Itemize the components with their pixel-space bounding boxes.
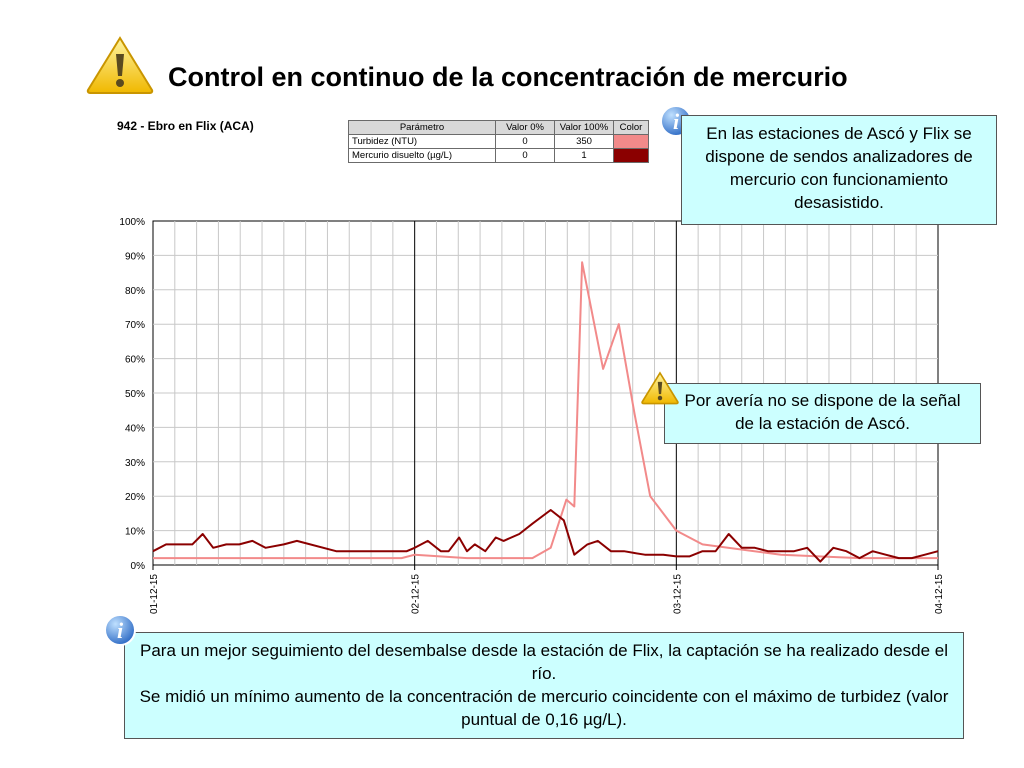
warning-icon [640,370,680,411]
row-v0: 0 [496,149,555,163]
x-tick-label: 01-12-15 [149,574,160,615]
y-tick-label: 10% [124,526,145,538]
y-tick-label: 50% [124,389,145,400]
header-v0: Valor 0% [496,121,555,135]
y-tick-label: 30% [124,457,145,469]
row-param: Mercurio disuelto (µg/L) [349,149,496,163]
header-color: Color [614,121,649,135]
row-v100: 1 [555,149,614,163]
y-tick-label: 70% [124,320,145,332]
info-note-flix-line1: Para un mejor seguimiento del desembalse desde la estación de Flix, la captación se ha realizado desde el río. [140,641,948,683]
page-title: Control en continuo de la concentración de mercurio [168,62,848,92]
svg-text:i: i [672,109,680,134]
row-param: Turbidez (NTU) [349,135,496,149]
y-tick-label: 100% [119,217,145,228]
x-tick-label: 03-12-15 [672,574,684,615]
y-tick-label: 80% [124,285,145,297]
y-tick-label: 0% [130,561,145,572]
info-note-flix-line2: Se midió un mínimo aumento de la concentración de mercurio coincidente con el máximo de turbidez (valor puntual de 0,16 µg/L). [139,687,949,729]
station-label: 942 - Ebro en Flix (ACA) [117,119,254,133]
header-v100: Valor 100% [555,121,614,135]
row-v0: 0 [496,135,555,149]
row-v100: 350 [555,135,614,149]
info-icon [103,613,137,652]
x-tick-label: 02-12-15 [410,574,422,615]
y-tick-label: 20% [124,492,145,504]
header-param: Parámetro [349,121,496,135]
y-tick-label: 40% [124,423,145,435]
info-note-stations: En las estaciones de Ascó y Flix se dispone de sendos analizadores de mercurio con funcionamiento desasistido. [681,115,997,225]
info-note-flix [124,632,964,739]
x-tick-label: 04-12-15 [934,574,945,615]
y-tick-label: 90% [124,251,145,263]
svg-text:i: i [116,618,124,643]
y-tick-label: 60% [124,354,145,366]
warning-note-asco: Por avería no se dispone de la señal de la estación de Ascó. [664,383,981,444]
